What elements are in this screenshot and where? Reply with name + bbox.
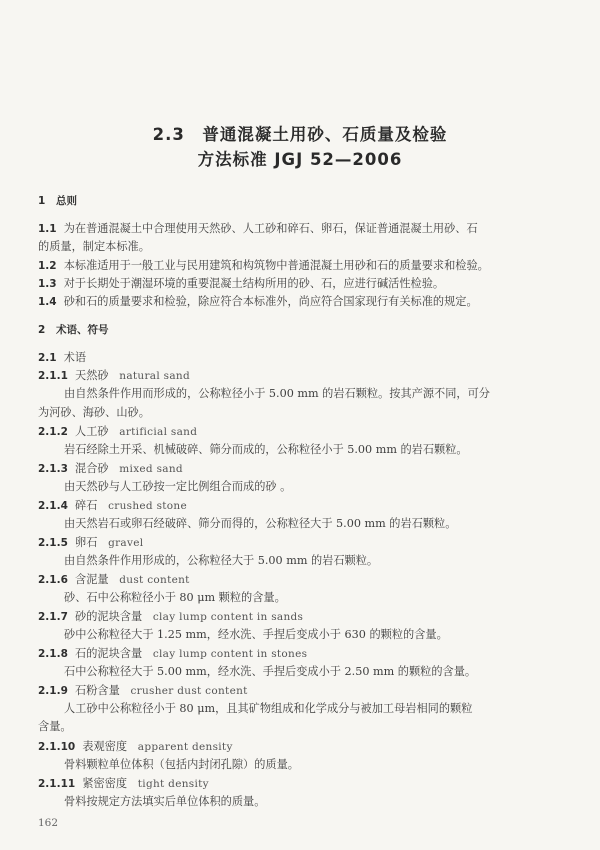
term-cn: 砂的泥块含量 — [75, 610, 143, 623]
clause — [38, 351, 86, 365]
clause-text: 为在普通混凝土中合理使用天然砂、人工砂和碎石、卵石，保证普通混凝土用砂、石 — [63, 222, 478, 235]
term-number: 2.1.5 — [38, 537, 68, 549]
term-en: tight density — [137, 778, 209, 790]
term-cn: 表观密度 — [82, 740, 128, 753]
term-definition-continuation: 为河砂、海砂、山砂。 — [38, 406, 150, 419]
term-number: 2.1.3 — [38, 463, 68, 475]
section-number: 2 — [38, 324, 46, 336]
clause — [38, 295, 478, 309]
term-number: 2.1.7 — [38, 611, 68, 623]
section-title: 术语、符号 — [55, 324, 109, 336]
section-heading — [38, 323, 108, 337]
term-definition: 骨料颗粒单位体积（包括内封闭孔隙）的质量。 — [64, 758, 299, 771]
term-en: crusher dust content — [130, 685, 248, 697]
clause-text: 术语 — [63, 351, 87, 364]
clause-number: 1.3 — [38, 278, 57, 290]
term-number: 2.1.8 — [38, 648, 68, 660]
clause-number: 1.1 — [38, 223, 57, 235]
term-en: crushed stone — [108, 500, 187, 512]
term-definition: 砂中公称粒径大于 1.25 mm，经水洗、手捏后变成小于 630 的颗粒的含量。 — [64, 628, 448, 641]
term-heading — [38, 573, 190, 587]
term-definition: 石中公称粒径大于 5.00 mm，经水洗、手捏后变成小于 2.50 mm 的颗粒的含量。 — [64, 665, 477, 678]
term-definition: 由自然条件作用形成的，公称粒径大于 5.00 mm 的岩石颗粒。 — [64, 554, 379, 567]
term-en: mixed sand — [119, 463, 183, 475]
term-cn: 紧密密度 — [82, 777, 128, 790]
term-heading — [38, 740, 233, 754]
term-number: 2.1.6 — [38, 574, 68, 586]
term-definition: 骨料按规定方法填实后单位体积的质量。 — [64, 795, 266, 808]
term-definition: 人工砂中公称粒径小于 80 μm，且其矿物组成和化学成分与被加工母岩相同的颗粒 — [64, 702, 473, 715]
clause-text: 本标准适用于一般工业与民用建筑和构筑物中普通混凝土用砂和石的质量要求和检验。 — [63, 259, 489, 272]
clause-number: 1.4 — [38, 296, 57, 308]
term-en: apparent density — [137, 741, 233, 753]
term-definition: 砂、石中公称粒径小于 80 μm 颗粒的含量。 — [64, 591, 286, 604]
clause — [38, 259, 489, 273]
section-title: 总则 — [55, 195, 77, 207]
term-cn: 混合砂 — [75, 462, 109, 475]
term-en: clay lump content in stones — [152, 648, 308, 660]
term-number: 2.1.9 — [38, 685, 68, 697]
term-heading — [38, 425, 197, 439]
term-cn: 人工砂 — [75, 425, 109, 438]
term-heading — [38, 610, 303, 624]
term-heading — [38, 684, 248, 698]
term-en: clay lump content in sands — [152, 611, 304, 623]
term-number: 2.1.4 — [38, 500, 68, 512]
term-number: 2.1.10 — [38, 741, 76, 753]
term-heading — [38, 777, 209, 791]
term-cn: 天然砂 — [75, 369, 109, 382]
term-cn: 含泥量 — [75, 573, 109, 586]
term-number: 2.1.11 — [38, 778, 76, 790]
term-cn: 卵石 — [75, 536, 98, 549]
section-heading — [38, 194, 77, 208]
title-line-2: 方法标准 JGJ 52—2006 — [197, 150, 403, 169]
term-number: 2.1.1 — [38, 370, 68, 382]
term-en: gravel — [108, 537, 144, 549]
page-number: 162 — [38, 817, 59, 829]
term-cn: 石粉含量 — [75, 684, 120, 697]
term-definition: 由天然砂与人工砂按一定比例组合而成的砂 。 — [64, 480, 292, 493]
term-en: artificial sand — [119, 426, 198, 438]
term-heading — [38, 369, 190, 383]
term-number: 2.1.2 — [38, 426, 68, 438]
term-heading — [38, 536, 143, 550]
term-definition: 由天然岩石或卵石经破碎、筛分而得的，公称粒径大于 5.00 mm 的岩石颗粒。 — [64, 517, 457, 530]
term-en: dust content — [119, 574, 190, 586]
term-cn: 石的泥块含量 — [75, 647, 143, 660]
clause-text: 对于长期处于潮湿环境的重要混凝土结构所用的砂、石，应进行碱活性检验。 — [63, 277, 445, 290]
clause — [38, 222, 478, 236]
term-definition: 岩石经除土开采、机械破碎、筛分而成的，公称粒径小于 5.00 mm 的岩石颗粒。 — [64, 443, 468, 456]
clause-continuation: 的质量，制定本标准。 — [38, 240, 150, 253]
title-line-1: 2.3 普通混凝土用砂、石质量及检验 — [152, 125, 448, 144]
term-heading — [38, 499, 187, 513]
clause-number: 1.2 — [38, 260, 57, 272]
term-cn: 碎石 — [75, 499, 98, 512]
term-heading — [38, 647, 307, 661]
section-number: 1 — [38, 195, 46, 207]
term-definition: 由自然条件作用而形成的，公称粒径小于 5.00 mm 的岩石颗粒。按其产源不同，可分 — [64, 387, 490, 400]
term-heading — [38, 462, 183, 476]
term-definition-continuation: 含量。 — [38, 720, 72, 733]
clause-number: 2.1 — [38, 352, 57, 364]
clause — [38, 277, 444, 291]
clause-text: 砂和石的质量要求和检验，除应符合本标准外，尚应符合国家现行有关标准的规定。 — [63, 295, 478, 308]
term-en: natural sand — [119, 370, 190, 382]
